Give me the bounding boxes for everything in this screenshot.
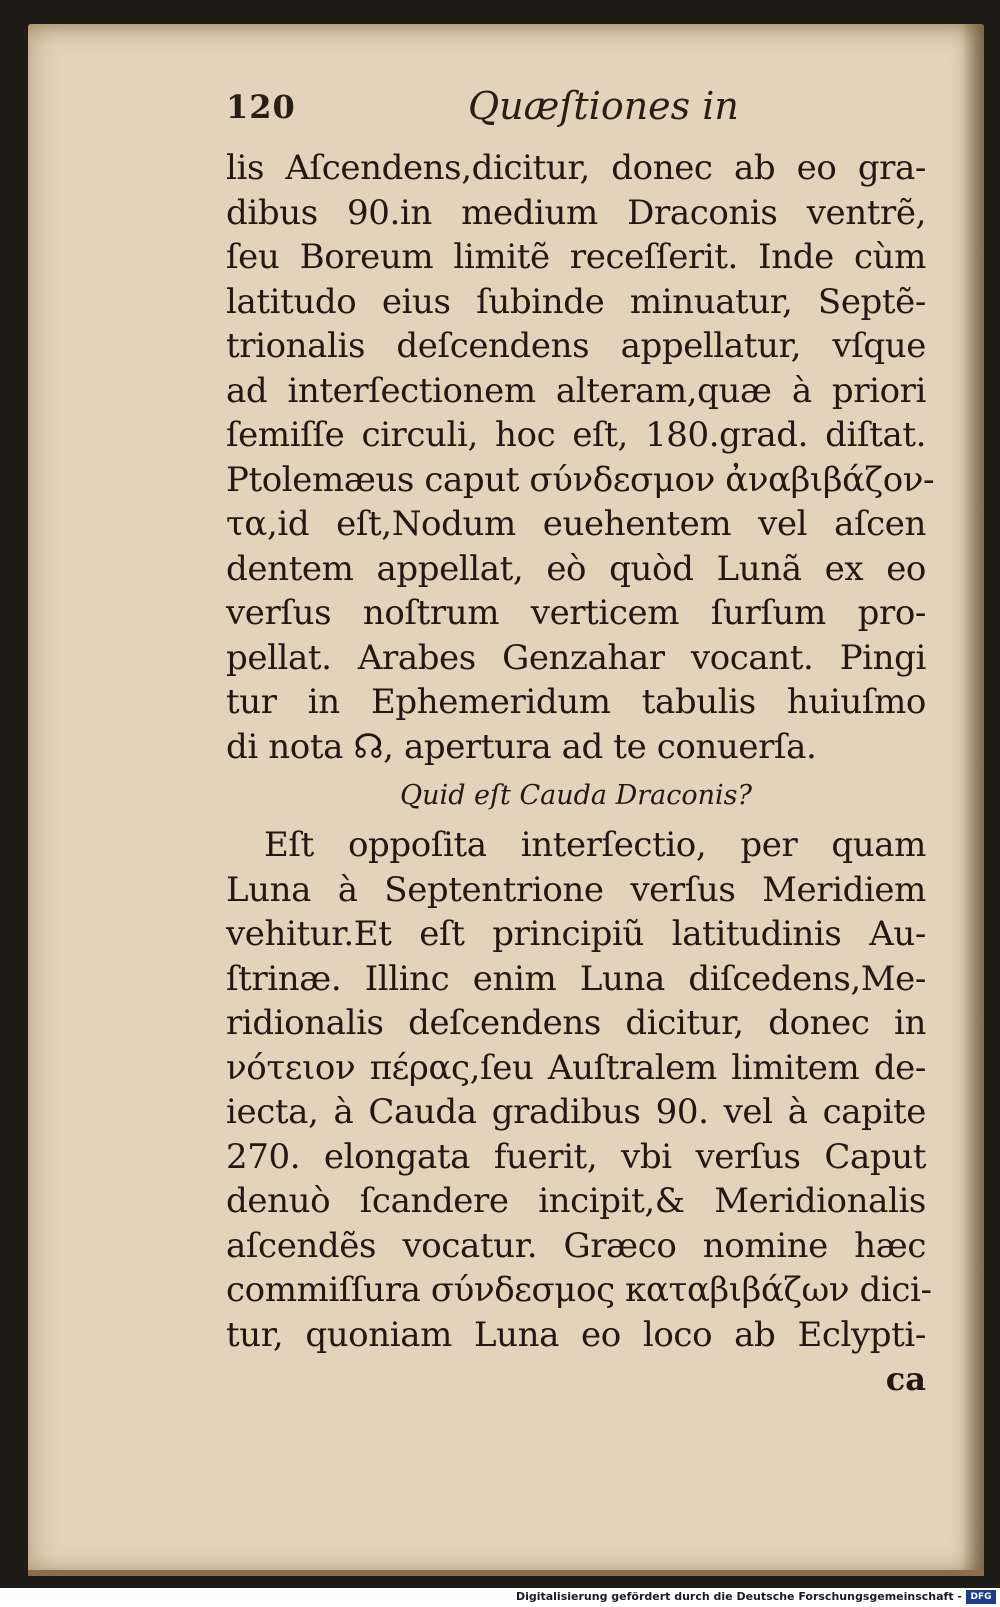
text-line: pellat. Arabes Genzahar vocant. Pingi xyxy=(226,637,926,678)
dfg-logo: DFG xyxy=(966,1590,996,1604)
text-line: latitudo eius ſubinde minuatur, Septẽ- xyxy=(226,281,926,322)
text-line: aſcendẽs vocatur. Græco nomine hæc xyxy=(226,1225,926,1266)
text-line: lis Aſcendens,dicitur, donec ab eo gra- xyxy=(226,148,926,188)
text-line: commiſſura σύνδεσμος καταβιβάζων dici- xyxy=(226,1270,932,1310)
text-line: Ptolemæus caput σύνδεσμον ἀναβιβάζον- xyxy=(226,459,935,500)
body-text xyxy=(226,146,935,1402)
text-line: ridionalis deſcendens dicitur, donec in xyxy=(226,1003,926,1043)
text-line: tur, quoniam Luna eo loco ab Eclypti- xyxy=(226,1314,926,1355)
text-line: τα,id eſt,Nodum euehentem vel aſcen xyxy=(226,504,926,544)
text-line: vehitur.Et eſt principiũ latitudinis Au- xyxy=(226,914,926,954)
catchword: ca xyxy=(885,1360,926,1398)
text-line: dentem appellat, eò quòd Lunã ex eo xyxy=(226,548,926,589)
footer-bar xyxy=(0,1588,1000,1607)
section-heading: Quid eſt Cauda Draconis? xyxy=(400,780,752,811)
text-line: dibus 90.in medium Draconis ventrẽ, xyxy=(226,192,926,233)
text-line: iecta, à Cauda gradibus 90. vel à capite xyxy=(226,1092,926,1132)
running-title: Quæſtiones in xyxy=(468,84,739,128)
funding-credit: Digitalisierung gefördert durch die Deutsche Forschungsgemeinschaft - xyxy=(515,1590,962,1603)
text-line: denuò ſcandere incipit,& Meridionalis xyxy=(226,1181,926,1221)
text-line: νότειον πέρας,ſeu Auſtralem limitem de- xyxy=(226,1047,926,1088)
page-header xyxy=(28,84,984,144)
page-number: 120 xyxy=(226,88,296,126)
text-line: tur in Ephemeridum tabulis huiuſmo xyxy=(226,682,926,722)
page-edge-shadow xyxy=(962,24,984,1576)
text-line: 270. elongata fuerit, vbi verſus Caput xyxy=(226,1136,926,1177)
text-line: Eſt oppoſita interſectio, per quam xyxy=(264,825,926,865)
text-line: ſtrinæ. Illinc enim Luna diſcedens,Me- xyxy=(226,958,926,999)
book-page xyxy=(28,24,984,1576)
text-line: ad interſectionem alteram,quæ à priori xyxy=(226,370,926,411)
text-line: trionalis deſcendens appellatur, vſque xyxy=(226,326,926,366)
text-line: Luna à Septentrione verſus Meridiem xyxy=(226,869,926,910)
text-line: di nota ☊, apertura ad te conuerſa. xyxy=(226,726,817,767)
text-line: ſemiſſe circuli, hoc eſt, 180.grad. diſtat. xyxy=(226,415,926,455)
text-line: ſeu Boreum limitẽ receſſerit. Inde cùm xyxy=(226,237,926,277)
page-bottom-edge xyxy=(28,1570,984,1576)
text-line: verſus noſtrum verticem ſurſum pro- xyxy=(226,593,926,633)
